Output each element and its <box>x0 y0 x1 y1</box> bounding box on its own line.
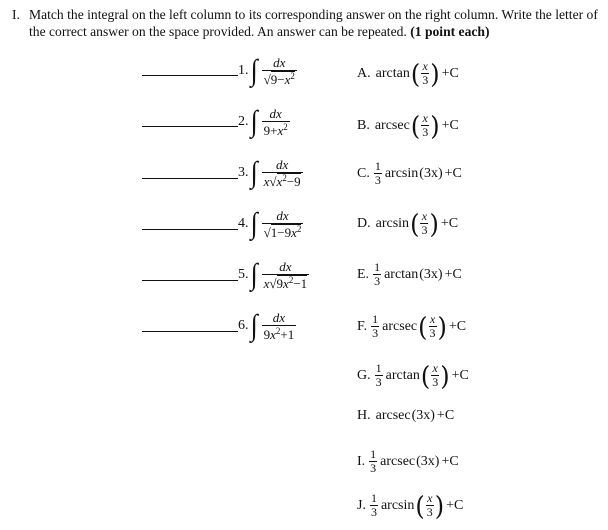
integral-sign-icon: ∫ <box>250 308 258 343</box>
integrand-numerator: dx <box>279 259 292 274</box>
answer-coefficient: 1 3 <box>375 361 382 389</box>
answer-function: arctan <box>385 367 420 383</box>
answer-D: D. arcsin ( x 3 ) +C <box>357 208 459 239</box>
question-1 <box>238 55 297 87</box>
answer-argument: x 3 <box>432 361 439 389</box>
integrand <box>262 208 304 240</box>
answer-blank-5[interactable] <box>142 280 238 281</box>
answer-argument: (3x) <box>419 165 443 181</box>
integrand-numerator: dx <box>276 208 289 223</box>
question-number: 2. <box>238 114 249 129</box>
integral-sign-icon: ∫ <box>250 155 258 190</box>
answer-constant: +C <box>446 497 464 513</box>
question-2 <box>238 106 290 138</box>
question-number: 4. <box>238 216 249 231</box>
question-number: 3. <box>238 165 249 180</box>
answer-constant: +C <box>441 65 459 81</box>
answer-letter: F. <box>357 318 368 334</box>
answer-letter: H. <box>357 408 371 423</box>
integral-sign-icon: ∫ <box>250 104 258 139</box>
answer-function: arctan <box>375 65 410 81</box>
answer-letter: C. <box>357 165 370 181</box>
answer-letter: J. <box>357 497 366 513</box>
answer-coefficient: 1 3 <box>370 447 377 475</box>
answer-function: arcsec <box>375 408 411 423</box>
answer-argument: (3x) <box>416 453 440 469</box>
answer-E <box>357 261 462 288</box>
answer-constant: +C <box>440 215 459 231</box>
integrand-numerator: dx <box>276 157 289 172</box>
question-number: 1. <box>238 63 249 78</box>
answer-argument: x 3 <box>421 209 428 237</box>
question-5 <box>238 259 309 291</box>
instructions <box>12 6 602 40</box>
answer-constant: +C <box>436 408 455 423</box>
answer-constant: +C <box>444 165 462 181</box>
answer-function: arctan <box>384 266 419 282</box>
answer-letter: B. <box>357 117 370 133</box>
integrand-denominator: $9x^2+1$ <box>263 326 295 342</box>
answer-function: arcsin <box>375 215 410 231</box>
answer-argument: (3x) <box>419 266 443 282</box>
answer-blank-1[interactable] <box>142 75 238 76</box>
answer-letter: A. <box>357 65 371 81</box>
answer-constant: +C <box>441 117 459 133</box>
integral-sign-icon: ∫ <box>250 53 258 88</box>
integrand-denominator: $x√x^2-9$ <box>263 173 301 189</box>
answer-coefficient: 1 3 <box>374 260 381 288</box>
answer-H <box>357 408 454 424</box>
question-4 <box>238 208 303 240</box>
answer-constant: +C <box>444 266 462 282</box>
integral-sign-icon: ∫ <box>250 257 258 292</box>
answer-blank-3[interactable] <box>142 178 238 179</box>
integrand-numerator: dx <box>269 106 282 121</box>
integrand <box>262 157 303 189</box>
answer-C <box>357 160 462 187</box>
integrand <box>262 55 297 87</box>
answer-argument: x 3 <box>422 111 429 139</box>
answer-blank-2[interactable] <box>142 126 238 127</box>
question-6 <box>238 310 296 342</box>
answer-letter: D. <box>357 215 371 231</box>
integrand <box>262 106 290 138</box>
answer-letter: I. <box>357 453 366 469</box>
answer-constant: +C <box>441 453 459 469</box>
answer-argument: x 3 <box>422 59 429 87</box>
answer-function: arcsin <box>384 165 419 181</box>
question-3 <box>238 157 303 189</box>
answer-letter: E. <box>357 266 370 282</box>
answer-J: J. 1 3 arcsin ( x 3 ) +C <box>357 490 464 521</box>
integrand-numerator: dx <box>272 310 286 325</box>
integrand-denominator: $√9-x^2$ <box>263 71 295 87</box>
integrand-denominator: $9+x^2$ <box>263 122 288 138</box>
integrand <box>262 310 297 342</box>
answer-argument: x 3 <box>429 312 436 340</box>
integrand <box>262 259 310 291</box>
answer-constant: +C <box>448 318 467 334</box>
answer-function: arcsec <box>374 117 410 133</box>
answer-argument: (3x) <box>411 408 435 423</box>
answer-letter: G. <box>357 367 371 383</box>
answer-blank-6[interactable] <box>142 331 238 332</box>
answer-coefficient: 1 3 <box>374 159 381 187</box>
answer-B: B. arcsec ( x 3 ) +C <box>357 110 459 141</box>
answer-A: A. arctan ( x 3 ) +C <box>357 58 459 89</box>
answer-function: arcsec <box>382 318 418 334</box>
integrand-denominator: $√1-9x^2$ <box>263 224 302 240</box>
integral-sign-icon: ∫ <box>250 206 258 241</box>
instructions-text: Match the integral on the left column to its corresponding answer on the right column. Write the letter of the correct answer on the space provided. An answer can be repeated. <box>29 7 598 39</box>
answer-F: F. 1 3 arcsec ( x 3 ) +C <box>357 311 467 342</box>
answer-coefficient: 1 3 <box>370 491 377 519</box>
question-number: 6. <box>238 318 249 333</box>
answer-G: G. 1 3 arctan ( x 3 ) +C <box>357 360 469 391</box>
answer-blank-4[interactable] <box>142 229 238 230</box>
answer-function: arcsec <box>380 453 416 469</box>
answer-constant: +C <box>451 367 469 383</box>
points-note: (1 point each) <box>410 24 490 39</box>
integrand-numerator: dx <box>273 55 286 70</box>
answer-argument: x 3 <box>426 491 433 519</box>
question-number: 5. <box>238 267 249 282</box>
answer-coefficient: 1 3 <box>372 312 379 340</box>
answer-function: arcsin <box>380 497 415 513</box>
section-number: I. <box>12 7 20 22</box>
answer-I <box>357 448 459 475</box>
integrand-denominator: $x√9x^2-1$ <box>263 275 308 291</box>
